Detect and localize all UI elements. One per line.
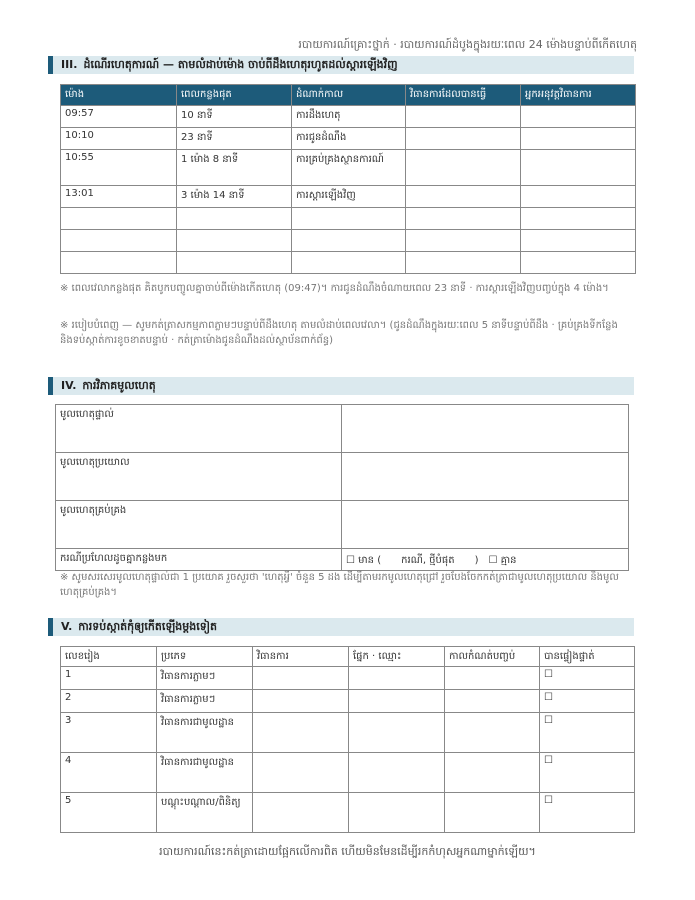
action-cell[interactable] — [406, 128, 521, 150]
action-cell[interactable] — [406, 230, 521, 252]
recurrence-checkbox-field[interactable]: ☐ មាន ( ករណី, ថ្មីបំផុត ) ☐ គ្មាន — [342, 549, 629, 571]
section-4-title: ការវិភាគមូលហេតុ — [82, 379, 156, 392]
timeline-note-instructions: ※ របៀបបំពេញ — សូមកត់ត្រាសកម្មភាពភ្លាមៗបន្ទាប់ពីដឹងហេតុ តាមលំដាប់ពេលវេលា។ (ជូនដំណឹងក្នុងរយៈពេល 5 នាទីបន្ទាប់ពីដឹង · គ្រប់គ្រងទីកន្លែង និងទប់ស្កាត់ការខូចខាតបន្ទាប់ · កត់ត្រាម៉ោងជូនដំណឹងដល់ស្ថាប័នពាក់ព័ន្ធ) — [60, 320, 618, 346]
verified-checkbox[interactable]: ☐ — [540, 690, 635, 713]
col-header-elapsed: ពេលកន្លងផុត — [177, 85, 292, 106]
table-header-row — [61, 85, 636, 106]
action-cell[interactable] — [406, 208, 521, 230]
row-number: 5 — [61, 793, 157, 833]
timeline-note-elapsed: ※ ពេលវេលាកន្លងផុត គិតបូកបញ្ចូលគ្នាចាប់ពីម៉ោងកើតហេតុ (09:47)។ ការជូនដំណឹងចំណាយពេល 23 នាទី · ការស្ដារឡើងវិញបញ្ចប់ក្នុង 4 ម៉ោង។ — [60, 283, 609, 294]
section-5-title: ការទប់ស្កាត់កុំឲ្យកើតឡើងម្ដងទៀត — [78, 620, 217, 633]
stage-cell[interactable] — [292, 230, 406, 252]
measure-type: វិធានការជាមូលដ្ឋាន — [157, 713, 253, 753]
table-row — [61, 230, 636, 252]
actor-cell[interactable] — [521, 208, 636, 230]
actor-cell[interactable] — [521, 186, 636, 208]
elapsed-cell[interactable] — [177, 252, 292, 274]
elapsed-cell: 10 នាទី — [177, 106, 292, 128]
verified-checkbox[interactable]: ☐ — [540, 753, 635, 793]
table-row — [61, 106, 636, 128]
deadline-field[interactable] — [445, 713, 540, 753]
table-row — [61, 793, 635, 833]
deadline-field[interactable] — [445, 690, 540, 713]
col-header-type: ប្រភេទ — [157, 647, 253, 667]
action-cell[interactable] — [406, 186, 521, 208]
col-header-deadline: កាលកំណត់បញ្ចប់ — [445, 647, 540, 667]
stage-cell: ការដឹងហេតុ — [292, 106, 406, 128]
table-row — [61, 713, 635, 753]
table-row — [61, 753, 635, 793]
elapsed-cell: 23 នាទី — [177, 128, 292, 150]
col-header-time: ម៉ោង — [61, 85, 177, 106]
table-row — [56, 405, 629, 453]
section-4-heading — [48, 377, 634, 395]
col-header-no: លេខរៀង — [61, 647, 157, 667]
page-header: របាយការណ៍គ្រោះថ្នាក់ · របាយការណ៍ដំបូងក្នុងរយៈពេល 24 ម៉ោងបន្ទាប់ពីកើតហេតុ — [298, 38, 637, 51]
action-cell[interactable] — [406, 150, 521, 186]
row-number: 2 — [61, 690, 157, 713]
stage-cell[interactable] — [292, 208, 406, 230]
owner-field[interactable] — [349, 753, 445, 793]
time-cell[interactable] — [61, 252, 177, 274]
cause-analysis-table — [55, 404, 629, 571]
section-3-heading — [48, 56, 634, 74]
table-row — [56, 549, 629, 571]
elapsed-cell[interactable] — [177, 230, 292, 252]
row-number: 3 — [61, 713, 157, 753]
direct-cause-field[interactable] — [342, 405, 629, 453]
col-header-action: វិធានការដែលបានធ្វើ — [406, 85, 521, 106]
prevention-table — [60, 646, 635, 833]
verified-checkbox[interactable]: ☐ — [540, 667, 635, 690]
elapsed-cell[interactable] — [177, 208, 292, 230]
section-4-number: IV. — [61, 379, 77, 392]
measure-type: វិធានការភ្លាមៗ — [157, 690, 253, 713]
table-row — [61, 150, 636, 186]
section-5-number: V. — [61, 620, 73, 633]
actor-cell[interactable] — [521, 128, 636, 150]
table-row — [61, 690, 635, 713]
table-row — [61, 208, 636, 230]
measure-type: វិធានការភ្លាមៗ — [157, 667, 253, 690]
table-row — [56, 501, 629, 549]
actor-cell[interactable] — [521, 252, 636, 274]
owner-field[interactable] — [349, 793, 445, 833]
cause-analysis-note: ※ សូមសរសេរមូលហេតុផ្ទាល់ជា 1 ប្រយោគ រួចសួរថា 'ហេតុអ្វី' ចំនួន 5 ដង ដើម្បីតាមរកមូលហេតុជ្រៅ រួចបែងចែកកត់ត្រាជាមូលហេតុប្រយោល និងមូលហេតុគ្រប់គ្រង។ — [60, 572, 619, 598]
time-cell: 10:55 — [61, 150, 177, 186]
actor-cell[interactable] — [521, 106, 636, 128]
stage-cell: ការគ្រប់គ្រងស្ថានការណ៍ — [292, 150, 406, 186]
time-cell: 10:10 — [61, 128, 177, 150]
verified-checkbox[interactable]: ☐ — [540, 793, 635, 833]
section-5-heading — [48, 618, 634, 636]
col-header-actor: អ្នកអនុវត្តវិធានការ — [521, 85, 636, 106]
measure-type: បណ្ដុះបណ្ដាល/ពិនិត្យ — [157, 793, 253, 833]
page-footer: របាយការណ៍នេះកត់ត្រាដោយផ្អែកលើការពិត ហើយមិនមែនដើម្បីរកកំហុសអ្នកណាម្នាក់ឡើយ។ — [159, 845, 536, 858]
timeline-table — [60, 84, 636, 274]
cause-label: មូលហេតុប្រយោល — [56, 453, 342, 501]
row-number: 1 — [61, 667, 157, 690]
section-3-number: III. — [61, 58, 78, 71]
deadline-field[interactable] — [445, 793, 540, 833]
time-cell: 09:57 — [61, 106, 177, 128]
actor-cell[interactable] — [521, 230, 636, 252]
table-row — [61, 186, 636, 208]
cause-label: មូលហេតុគ្រប់គ្រង — [56, 501, 342, 549]
action-cell[interactable] — [406, 252, 521, 274]
col-header-stage: ដំណាក់កាល — [292, 85, 406, 106]
col-header-measure: វិធានការ — [253, 647, 349, 667]
measure-field[interactable] — [253, 713, 349, 753]
stage-cell: ការជូនដំណឹង — [292, 128, 406, 150]
section-3-title: ដំណើរហេតុការណ៍ — តាមលំដាប់ម៉ោង ចាប់ពីដឹងហេតុរហូតដល់ស្ដារឡើងវិញ — [83, 58, 398, 71]
stage-cell: ការស្ដារឡើងវិញ — [292, 186, 406, 208]
measure-field[interactable] — [253, 667, 349, 690]
cause-label: មូលហេតុផ្ទាល់ — [56, 405, 342, 453]
elapsed-cell: 1 ម៉ោង 8 នាទី — [177, 150, 292, 186]
table-header-row — [61, 647, 635, 667]
col-header-owner: ផ្នែក · ឈ្មោះ — [349, 647, 445, 667]
owner-field[interactable] — [349, 713, 445, 753]
table-row — [56, 453, 629, 501]
measure-field[interactable] — [253, 753, 349, 793]
time-cell: 13:01 — [61, 186, 177, 208]
measure-field[interactable] — [253, 793, 349, 833]
deadline-field[interactable] — [445, 667, 540, 690]
time-cell[interactable] — [61, 230, 177, 252]
actor-cell[interactable] — [521, 150, 636, 186]
owner-field[interactable] — [349, 667, 445, 690]
time-cell[interactable] — [61, 208, 177, 230]
recurrence-label: ករណីប្រហែលដូចគ្នាកន្លងមក — [56, 549, 342, 571]
measure-field[interactable] — [253, 690, 349, 713]
deadline-field[interactable] — [445, 753, 540, 793]
action-cell[interactable] — [406, 106, 521, 128]
verified-checkbox[interactable]: ☐ — [540, 713, 635, 753]
stage-cell[interactable] — [292, 252, 406, 274]
management-cause-field[interactable] — [342, 501, 629, 549]
owner-field[interactable] — [349, 690, 445, 713]
row-number: 4 — [61, 753, 157, 793]
col-header-verified: បានផ្ទៀងផ្ទាត់ — [540, 647, 635, 667]
table-row — [61, 667, 635, 690]
table-row — [61, 252, 636, 274]
elapsed-cell: 3 ម៉ោង 14 នាទី — [177, 186, 292, 208]
measure-type: វិធានការជាមូលដ្ឋាន — [157, 753, 253, 793]
indirect-cause-field[interactable] — [342, 453, 629, 501]
table-row — [61, 128, 636, 150]
